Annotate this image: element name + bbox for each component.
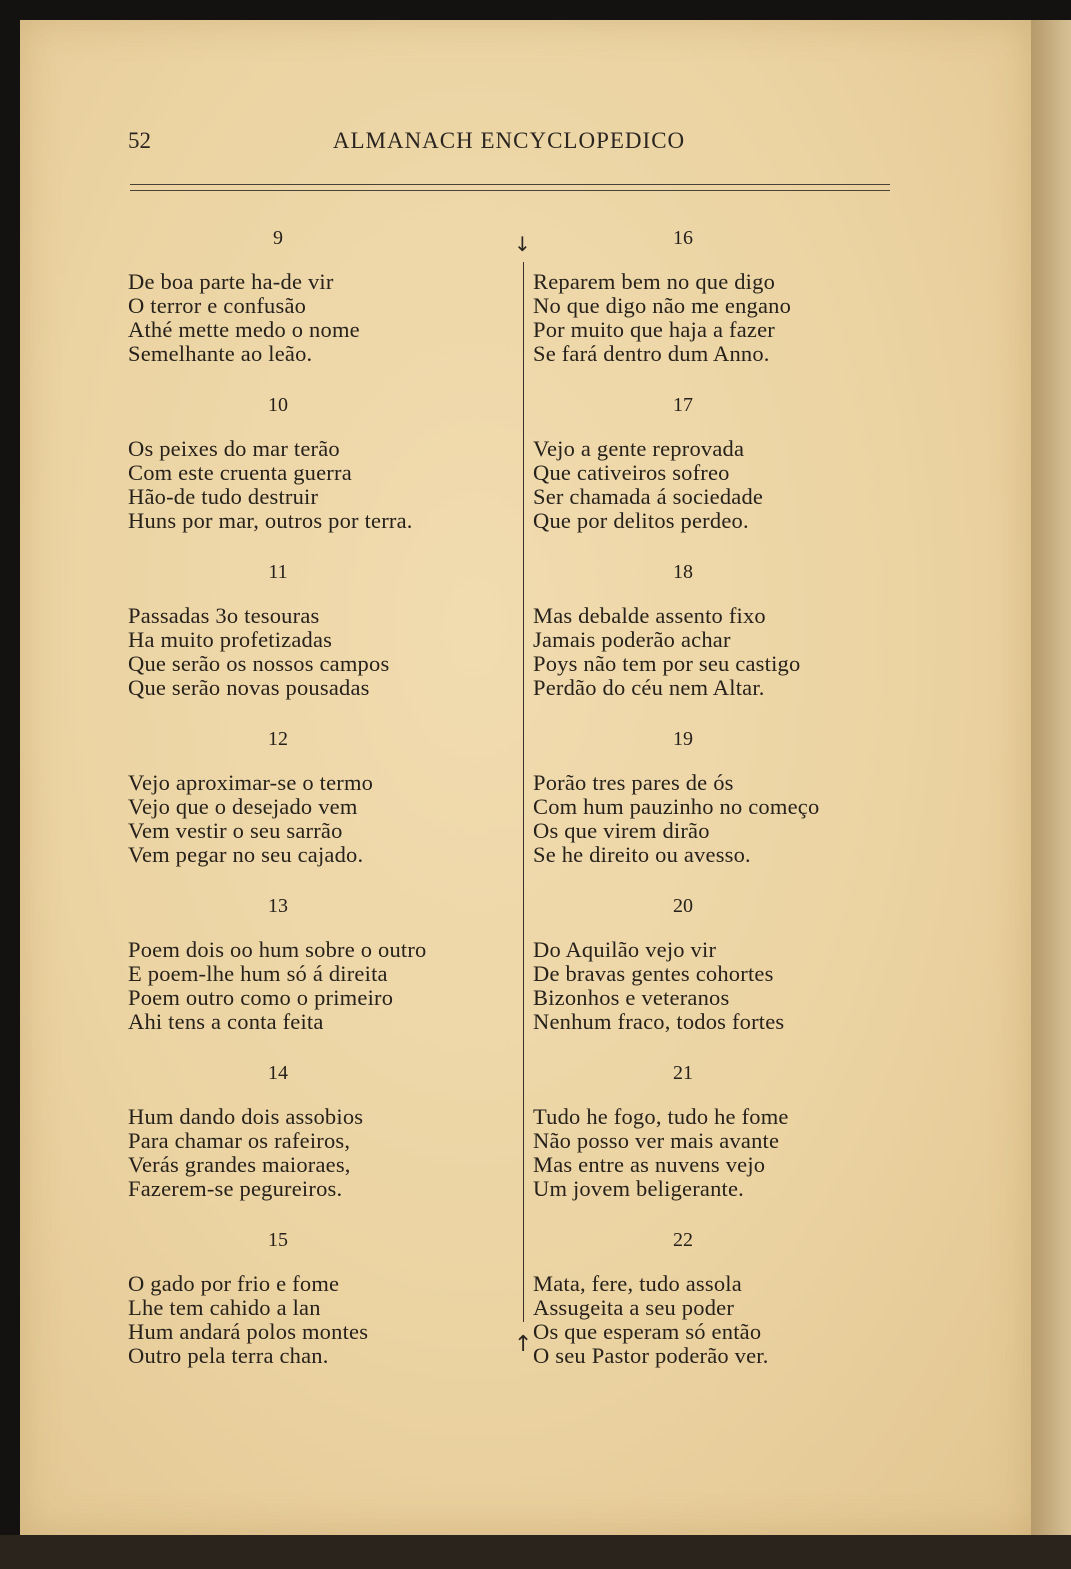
verse-line: O seu Pastor poderão ver. (533, 1343, 769, 1368)
verse-line: Jamais poderão achar (533, 627, 731, 652)
stanza-number: 19 (673, 728, 693, 750)
verse-line: Que por delitos perdeo. (533, 508, 749, 533)
scan-background (0, 1535, 1071, 1569)
verse-line: Assugeita a seu poder (533, 1295, 735, 1320)
stanza (128, 1224, 508, 1391)
verse-line: Poem outro como o primeiro (128, 985, 394, 1010)
stanza (128, 723, 508, 890)
verse-line: Com este cruenta guerra (128, 460, 352, 485)
column-divider (523, 262, 524, 1322)
header-double-rule (130, 184, 890, 191)
stanza (533, 556, 913, 723)
arrow-up-icon: ↑ (514, 1332, 533, 1357)
stanza-number: 13 (268, 895, 288, 917)
stanza-number: 9 (273, 227, 283, 249)
verse-line: Os peixes do mar terão (128, 436, 340, 461)
verse-line: Que serão os nossos campos (128, 651, 390, 676)
next-page-edge (1031, 20, 1071, 1535)
verse-line: Reparem bem no que digo (533, 269, 776, 294)
verse-line: Os que esperam só então (533, 1319, 762, 1344)
verse-line: Hum dando dois assobios (128, 1104, 364, 1129)
stanza (533, 1224, 913, 1391)
verse-line: Vejo a gente reprovada (533, 436, 745, 461)
stanza-number: 12 (268, 728, 288, 750)
verse-line: Não posso ver mais avante (533, 1128, 780, 1153)
verse-line: Se he direito ou avesso. (533, 842, 751, 867)
right-column (533, 222, 913, 1391)
stanza (533, 222, 913, 389)
verse-line: Vem vestir o seu sarrão (128, 818, 343, 843)
stanza (128, 890, 508, 1057)
verse-line: O terror e confusão (128, 293, 307, 318)
stanza (128, 1057, 508, 1224)
stanza-number: 14 (268, 1062, 288, 1084)
stanza (128, 222, 508, 389)
verse-line: Do Aquilão vejo vir (533, 937, 717, 962)
stanza-number: 18 (673, 561, 693, 583)
stanza (128, 389, 508, 556)
verse-line: Verás grandes maioraes, (128, 1152, 351, 1177)
stanza-number: 11 (268, 561, 288, 583)
verse-line: De boa parte ha-de vir (128, 269, 334, 294)
verse-line: Lhe tem cahido a lan (128, 1295, 321, 1320)
verse-line: Huns por mar, outros por terra. (128, 508, 413, 533)
verse-line: Vejo que o desejado vem (128, 794, 358, 819)
running-title: ALMANACH ENCYCLOPEDICO (332, 128, 686, 153)
verse-line: Outro pela terra chan. (128, 1343, 329, 1368)
stanza-number: 22 (673, 1229, 693, 1251)
verse-line: Ser chamada á sociedade (533, 484, 764, 509)
stanza (533, 723, 913, 890)
stanza-number: 16 (673, 227, 693, 249)
verse-line: Para chamar os rafeiros, (128, 1128, 351, 1153)
verse-line: Semelhante ao leão. (128, 341, 313, 366)
verse-line: Porão tres pares de ós (533, 770, 734, 795)
verse-line: Athé mette medo o nome (128, 317, 360, 342)
stanza (533, 890, 913, 1057)
verse-line: Ha muito profetizadas (128, 627, 333, 652)
verse-line: Hão-de tudo destruir (128, 484, 319, 509)
verse-line: Ahi tens a conta feita (128, 1009, 324, 1034)
verse-line: Que serão novas pousadas (128, 675, 370, 700)
verse-line: Bizonhos e veteranos (533, 985, 730, 1010)
verse-line: Nenhum fraco, todos fortes (533, 1009, 785, 1034)
verse-line: De bravas gentes cohortes (533, 961, 774, 986)
verse-line: Fazerem-se pegureiros. (128, 1176, 343, 1201)
stanza-number: 17 (673, 394, 693, 416)
stanza (128, 556, 508, 723)
verse-line: E poem-lhe hum só á direita (128, 961, 388, 986)
stanza (533, 389, 913, 556)
stanza-number: 21 (673, 1062, 693, 1084)
stanza-number: 15 (268, 1229, 288, 1251)
verse-line: No que digo não me engano (533, 293, 792, 318)
left-column (128, 222, 508, 1391)
verse-line: Vem pegar no seu cajado. (128, 842, 364, 867)
stanza (533, 1057, 913, 1224)
verse-line: Passadas 3o tesouras (128, 603, 320, 628)
page-number: 52 (128, 128, 151, 153)
verse-line: Poem dois oo hum sobre o outro (128, 937, 427, 962)
verse-line: O gado por frio e fome (128, 1271, 340, 1296)
arrow-down-icon: ↓ (514, 232, 531, 256)
stanza-number: 20 (673, 895, 693, 917)
verse-line: Hum andará polos montes (128, 1319, 369, 1344)
verse-line: Perdão do céu nem Altar. (533, 675, 765, 700)
verse-line: Mas debalde assento fixo (533, 603, 766, 628)
verse-line: Um jovem beligerante. (533, 1176, 745, 1201)
verse-line: Poys não tem por seu castigo (533, 651, 801, 676)
verse-line: Tudo he fogo, tudo he fome (533, 1104, 789, 1129)
verse-line: Com hum pauzinho no começo (533, 794, 820, 819)
verse-line: Mata, fere, tudo assola (533, 1271, 742, 1296)
stanza-number: 10 (268, 394, 288, 416)
verse-line: Vejo aproximar-se o termo (128, 770, 374, 795)
running-header (128, 122, 890, 172)
verse-line: Que cativeiros sofreo (533, 460, 730, 485)
verse-line: Por muito que haja a fazer (533, 317, 775, 342)
verse-line: Mas entre as nuvens vejo (533, 1152, 766, 1177)
verse-line: Se fará dentro dum Anno. (533, 341, 770, 366)
verse-line: Os que virem dirão (533, 818, 710, 843)
